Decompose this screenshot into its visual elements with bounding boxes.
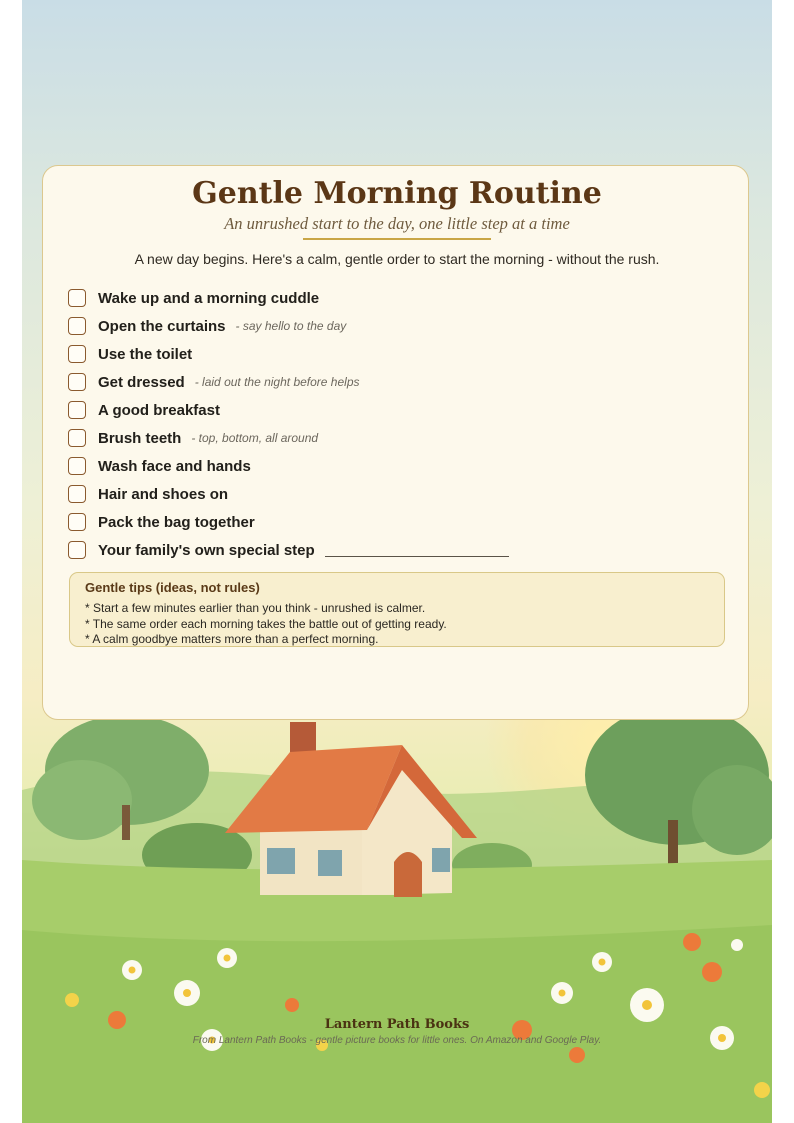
checklist-item-label: Wash face and hands (98, 457, 251, 475)
checklist-item-label: Use the toilet (98, 345, 193, 363)
page-subtitle: An unrushed start to the day, one little step at a time (224, 214, 570, 233)
checkbox[interactable] (68, 317, 86, 335)
tips-box (69, 572, 725, 647)
cottage-window-right (432, 848, 450, 872)
checkbox[interactable] (68, 457, 86, 475)
checklist-item[interactable] (68, 312, 509, 340)
checkbox[interactable] (68, 345, 86, 363)
checklist-item-note: - laid out the night before helps (194, 375, 360, 389)
checklist-item-label: Hair and shoes on (98, 485, 229, 503)
cottage-window-left (267, 848, 295, 874)
cottage-door (394, 852, 422, 897)
tip-item: * The same order each morning takes the battle out of getting ready. (85, 616, 447, 631)
checkbox[interactable] (68, 401, 86, 419)
cottage-window-middle (318, 850, 342, 876)
checklist-item-label: Pack the bag together (98, 513, 255, 531)
checklist-item-label: Open the curtains (98, 317, 226, 335)
cottage (225, 722, 477, 897)
checklist-item[interactable] (68, 480, 509, 508)
checklist-item-note: - say hello to the day (235, 319, 347, 333)
checklist-item-label: Brush teeth (98, 429, 182, 447)
checkbox[interactable] (68, 429, 86, 447)
checklist-item-note: - top, bottom, all around (191, 431, 319, 445)
footer-brand: Lantern Path Books (324, 1017, 470, 1032)
intro-text: A new day begins. Here's a calm, gentle order to start the morning - without the rush. (134, 251, 660, 267)
checklist-item[interactable] (68, 396, 509, 424)
checklist-item-label: Your family's own special step (98, 541, 315, 559)
write-in-blank-line[interactable] (325, 543, 509, 557)
checkbox[interactable] (68, 513, 86, 531)
tree-left-canopy-2 (32, 760, 132, 840)
checklist-item[interactable] (68, 424, 509, 452)
checklist-item[interactable] (68, 508, 509, 536)
tree-left-trunk (122, 805, 130, 840)
tip-item: * A calm goodbye matters more than a perfect morning. (85, 632, 379, 646)
checklist-item[interactable] (68, 368, 509, 396)
footer-note: From Lantern Path Books - gentle picture books for little ones. On Amazon and Google Play. (192, 1035, 602, 1046)
tip-item: * Start a few minutes earlier than you think - unrushed is calmer. (85, 601, 426, 615)
checklist-item-label: Wake up and a morning cuddle (98, 289, 320, 307)
checkbox[interactable] (68, 373, 86, 391)
checklist-item[interactable] (68, 340, 509, 368)
checkbox[interactable] (68, 485, 86, 503)
checklist-item[interactable] (68, 536, 509, 564)
title-divider (303, 238, 491, 240)
checklist-item-label: Get dressed (98, 373, 185, 391)
checkbox[interactable] (68, 541, 86, 559)
page-title: Gentle Morning Routine (192, 176, 602, 211)
checklist-item[interactable] (68, 284, 509, 312)
checklist-item-label: A good breakfast (98, 401, 220, 419)
checklist-item[interactable] (68, 452, 509, 480)
tips-title: Gentle tips (ideas, not rules) (85, 580, 260, 595)
checkbox[interactable] (68, 289, 86, 307)
routine-checklist (68, 284, 509, 564)
